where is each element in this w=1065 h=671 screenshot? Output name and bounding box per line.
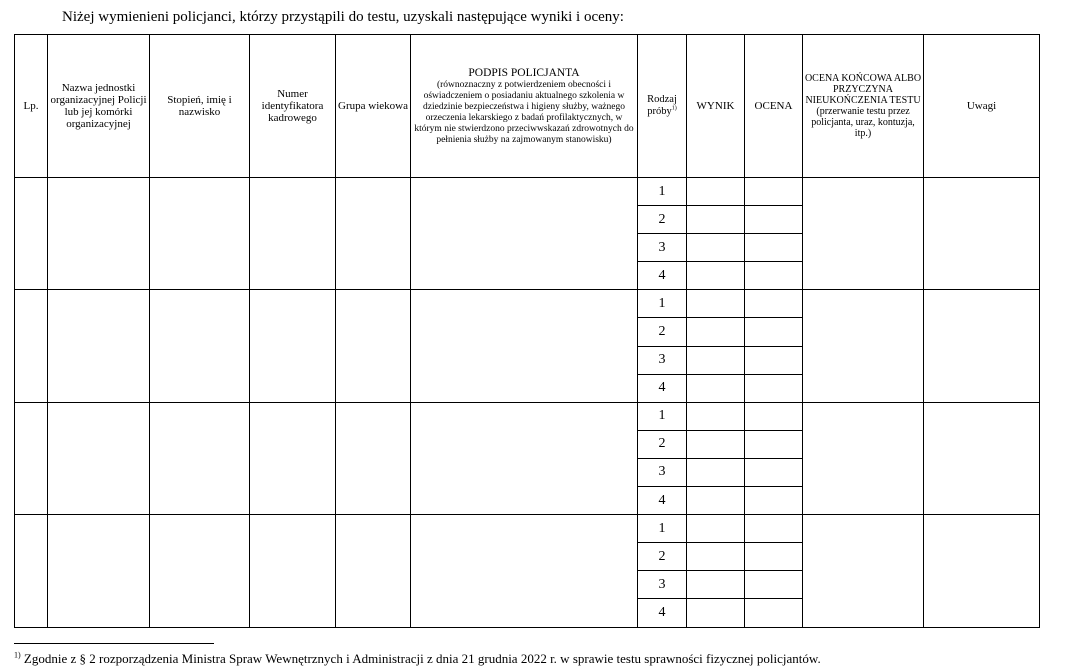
trial-number: 2 [638, 206, 687, 234]
rank-name-cell[interactable] [150, 402, 250, 514]
remarks-cell[interactable] [924, 515, 1040, 627]
grade-cell[interactable] [745, 374, 803, 402]
remarks-cell[interactable] [924, 178, 1040, 290]
grade-cell[interactable] [745, 262, 803, 290]
table-header-row [15, 35, 1040, 178]
lp-cell[interactable] [15, 178, 48, 290]
grade-cell[interactable] [745, 290, 803, 318]
header-trial-type [638, 35, 687, 178]
age-group-cell[interactable] [336, 178, 411, 290]
header-id-number: Numer identyfikatora kadrowego [250, 35, 336, 178]
grade-cell[interactable] [745, 571, 803, 599]
rank-name-cell[interactable] [150, 290, 250, 402]
grade-cell[interactable] [745, 402, 803, 430]
header-final-grade-note: (przerwanie testu przez policjanta, uraz, kontuzja, itp.) [811, 106, 915, 139]
footnote-text: Zgodnie z § 2 rozporządzenia Ministra Spraw Wewnętrznych i Administracji z dnia 21 grudnia 2022 r. w sprawie testu sprawności fizycznej policjantów. [20, 651, 821, 666]
trial-number: 4 [638, 374, 687, 402]
id-number-cell[interactable] [250, 290, 336, 402]
trial-number: 4 [638, 262, 687, 290]
footnote-mark: 1) [671, 105, 677, 112]
intro-text: Niżej wymienieni policjanci, którzy przystąpili do testu, uzyskali następujące wyniki i oceny: [62, 9, 624, 25]
lp-cell[interactable] [15, 290, 48, 402]
header-final-grade [803, 35, 924, 178]
trial-number: 3 [638, 571, 687, 599]
footnote [14, 651, 821, 667]
trial-number: 1 [638, 290, 687, 318]
grade-cell[interactable] [745, 487, 803, 515]
signature-cell[interactable] [411, 290, 638, 402]
table-row [15, 515, 1040, 543]
trial-number: 1 [638, 402, 687, 430]
grade-cell[interactable] [745, 458, 803, 486]
table-row [15, 402, 1040, 430]
final-grade-cell[interactable] [803, 290, 924, 402]
header-result: WYNIK [687, 35, 745, 178]
header-lp: Lp. [15, 35, 48, 178]
trial-number: 3 [638, 346, 687, 374]
rank-name-cell[interactable] [150, 178, 250, 290]
header-signature-note: (równoznaczny z potwierdzeniem obecności i oświadczeniem o posiadaniu aktualnego szkolenia w dziedzinie bezpieczeństwa i higieny służby, ważnego orzeczenia lekarskiego z badań profilaktycznych, w którym nie stwierdzono przeciwwskazań zdrowotnych do pełnienia służby na zajmowanym stanowisku) [414, 79, 634, 145]
footnote-mark: 1) [14, 650, 21, 660]
final-grade-cell[interactable] [803, 515, 924, 627]
grade-cell[interactable] [745, 234, 803, 262]
remarks-cell[interactable] [924, 290, 1040, 402]
grade-cell[interactable] [745, 430, 803, 458]
result-cell[interactable] [687, 571, 745, 599]
header-final-grade-caps: OCENA KOŃCOWA ALBO PRZYCZYNA NIEUKOŃCZENIA TESTU [804, 73, 922, 106]
trial-number: 3 [638, 458, 687, 486]
age-group-cell[interactable] [336, 402, 411, 514]
signature-cell[interactable] [411, 178, 638, 290]
grade-cell[interactable] [745, 178, 803, 206]
header-grade: OCENA [745, 35, 803, 178]
header-unit: Nazwa jednostki organizacyjnej Policji lub jej komórki organizacyjnej [48, 35, 150, 178]
grade-cell[interactable] [745, 543, 803, 571]
age-group-cell[interactable] [336, 290, 411, 402]
result-cell[interactable] [687, 178, 745, 206]
result-cell[interactable] [687, 262, 745, 290]
header-signature-title: PODPIS POLICJANTA [468, 66, 580, 79]
trial-number: 2 [638, 318, 687, 346]
table-row [15, 178, 1040, 206]
unit-cell[interactable] [48, 290, 150, 402]
header-signature [411, 35, 638, 178]
results-table [14, 34, 1040, 628]
result-cell[interactable] [687, 206, 745, 234]
result-cell[interactable] [687, 487, 745, 515]
grade-cell[interactable] [745, 515, 803, 543]
rank-name-cell[interactable] [150, 515, 250, 627]
grade-cell[interactable] [745, 346, 803, 374]
result-cell[interactable] [687, 543, 745, 571]
remarks-cell[interactable] [924, 402, 1040, 514]
header-rank-name: Stopień, imię i nazwisko [150, 35, 250, 178]
final-grade-cell[interactable] [803, 402, 924, 514]
unit-cell[interactable] [48, 402, 150, 514]
trial-number: 4 [638, 599, 687, 627]
header-remarks: Uwagi [924, 35, 1040, 178]
footnote-divider [14, 643, 214, 644]
result-cell[interactable] [687, 318, 745, 346]
trial-number: 2 [638, 543, 687, 571]
grade-cell[interactable] [745, 318, 803, 346]
result-cell[interactable] [687, 599, 745, 627]
result-cell[interactable] [687, 402, 745, 430]
result-cell[interactable] [687, 234, 745, 262]
trial-number: 1 [638, 515, 687, 543]
result-cell[interactable] [687, 346, 745, 374]
signature-cell[interactable] [411, 402, 638, 514]
result-cell[interactable] [687, 290, 745, 318]
unit-cell[interactable] [48, 178, 150, 290]
header-trial-type-label: Rodzaj próby [647, 94, 677, 117]
id-number-cell[interactable] [250, 178, 336, 290]
result-cell[interactable] [687, 430, 745, 458]
lp-cell[interactable] [15, 402, 48, 514]
unit-cell[interactable] [48, 515, 150, 627]
trial-number: 4 [638, 487, 687, 515]
grade-cell[interactable] [745, 599, 803, 627]
result-cell[interactable] [687, 374, 745, 402]
id-number-cell[interactable] [250, 515, 336, 627]
table-row [15, 290, 1040, 318]
id-number-cell[interactable] [250, 402, 336, 514]
result-cell[interactable] [687, 458, 745, 486]
header-age-group: Grupa wiekowa [336, 35, 411, 178]
result-cell[interactable] [687, 515, 745, 543]
lp-cell[interactable] [15, 515, 48, 627]
age-group-cell[interactable] [336, 515, 411, 627]
trial-number: 2 [638, 430, 687, 458]
signature-cell[interactable] [411, 515, 638, 627]
grade-cell[interactable] [745, 206, 803, 234]
trial-number: 3 [638, 234, 687, 262]
final-grade-cell[interactable] [803, 178, 924, 290]
trial-number: 1 [638, 178, 687, 206]
